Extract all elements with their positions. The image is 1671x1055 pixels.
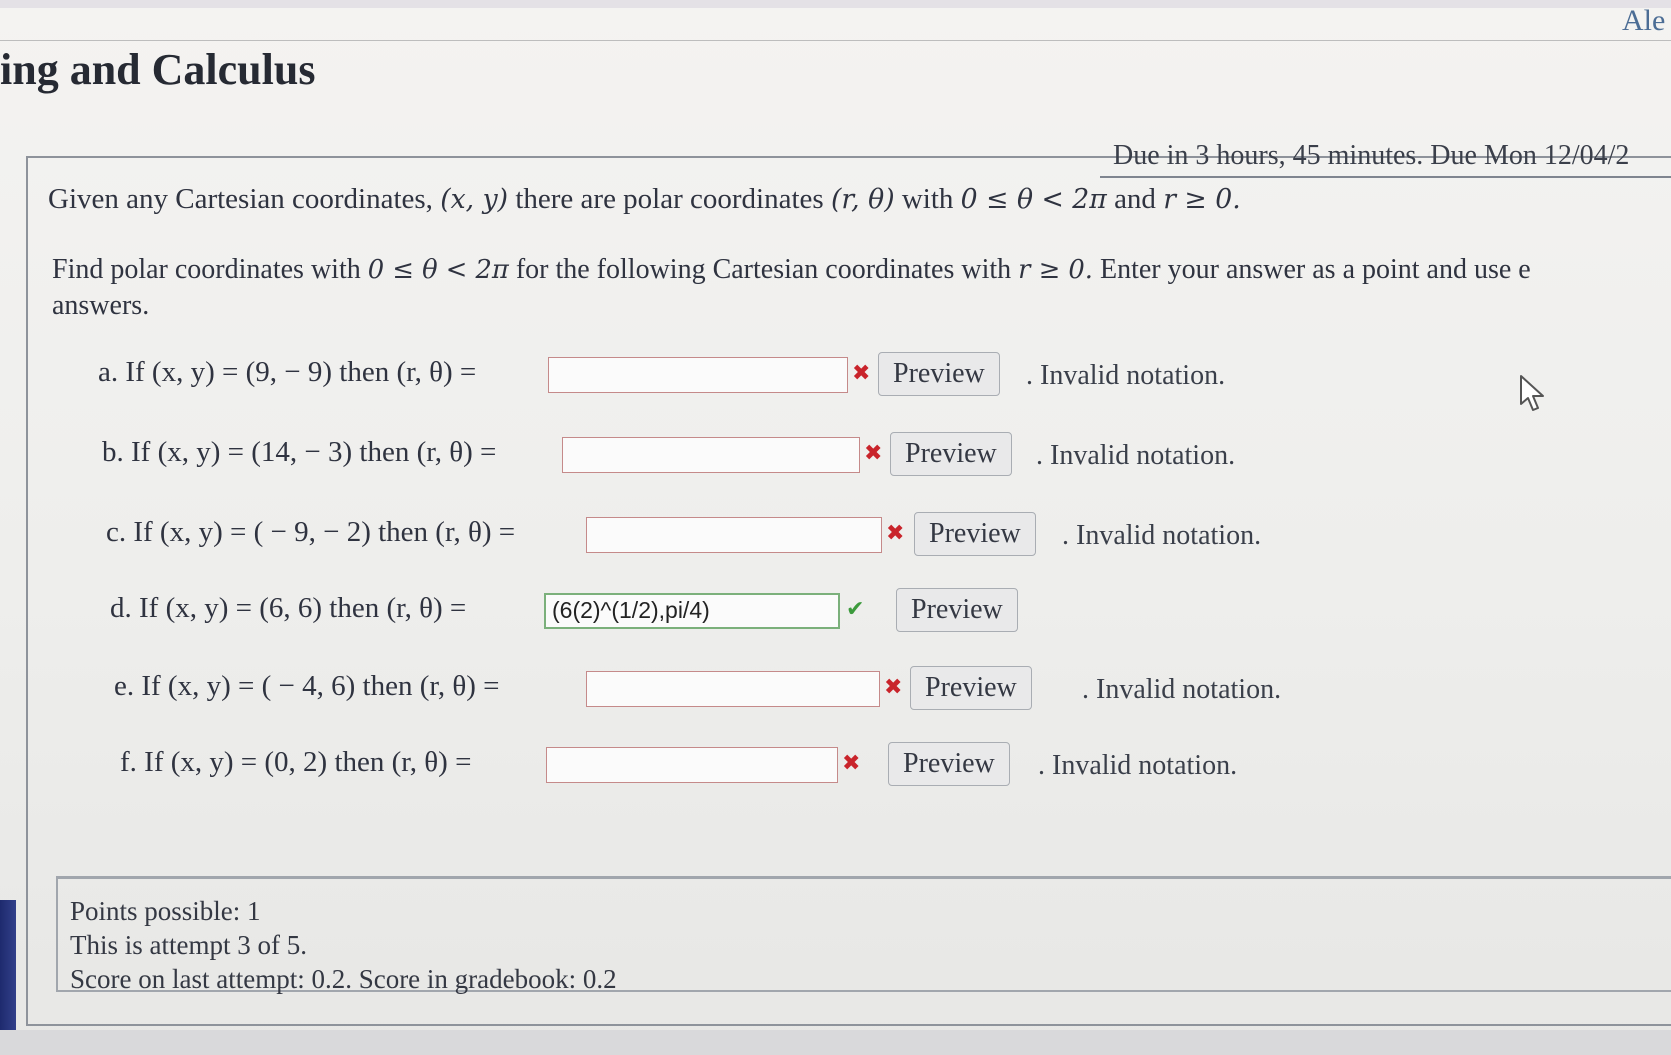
intro-rt: (r, θ): [830, 184, 895, 215]
part-e-answer-input[interactable]: [586, 671, 880, 707]
part-e-feedback: . Invalid notation.: [1082, 674, 1282, 705]
instr-tail: Enter your answer as a point and use e: [1099, 254, 1531, 285]
part-f-label: f. If (x, y) = (0, 2) then (r, θ) =: [120, 746, 472, 778]
score-summary: Score on last attempt: 0.2. Score in gradebook: 0.2: [70, 964, 617, 994]
intro-cond-theta: 0 ≤ θ < 2π: [960, 184, 1107, 215]
part-b-row: [102, 432, 1302, 478]
part-b-feedback: . Invalid notation.: [1036, 440, 1236, 471]
part-b-preview-button[interactable]: Preview: [890, 432, 1012, 476]
part-a-feedback: . Invalid notation.: [1026, 360, 1226, 391]
instr-cond: 0 ≤ θ < 2π: [367, 255, 509, 285]
part-a-preview-button[interactable]: Preview: [878, 352, 1000, 396]
part-e-preview-button[interactable]: Preview: [910, 666, 1032, 710]
part-c-feedback: . Invalid notation.: [1062, 520, 1262, 551]
x-mark-icon: ✖: [886, 521, 905, 546]
part-f-row: [120, 742, 1320, 788]
intro-xy: (x, y): [440, 184, 509, 215]
part-b-label: b. If (x, y) = (14, − 3) then (r, θ) =: [102, 436, 497, 468]
part-c-answer-input[interactable]: [586, 517, 882, 553]
points-possible: Points possible: 1: [70, 896, 261, 926]
left-edge-strip: [0, 900, 16, 1030]
part-e-label: e. If (x, y) = ( − 4, 6) then (r, θ) =: [114, 670, 500, 702]
x-mark-icon: ✖: [842, 751, 861, 776]
intro-prefix: Given any Cartesian coordinates,: [48, 183, 433, 215]
part-a-label: a. If (x, y) = (9, − 9) then (r, θ) =: [98, 356, 477, 388]
x-mark-icon: ✖: [852, 361, 871, 386]
intro-mid: there are polar coordinates: [515, 183, 824, 215]
intro-and: and: [1114, 183, 1156, 215]
part-f-feedback: . Invalid notation.: [1038, 750, 1238, 781]
part-d-preview-button[interactable]: Preview: [896, 588, 1018, 632]
intro-with: with: [901, 183, 954, 215]
check-mark-icon: ✔: [846, 597, 865, 622]
top-strip: [0, 0, 1671, 8]
instr-find: Find polar coordinates with: [52, 254, 361, 285]
bottom-strip: [0, 1030, 1671, 1055]
instructions-line-1: [52, 252, 1671, 288]
part-d-answer-input[interactable]: (6(2)^(1/2),pi/4): [544, 593, 840, 629]
course-title: ing and Calculus: [0, 45, 316, 94]
part-e-row: [114, 666, 1314, 712]
question-instructions: [52, 252, 1671, 324]
part-d-row: [110, 588, 1110, 634]
part-f-answer-input[interactable]: [546, 747, 838, 783]
part-d-label: d. If (x, y) = (6, 6) then (r, θ) =: [110, 592, 467, 624]
x-mark-icon: ✖: [864, 441, 883, 466]
part-a-answer-input[interactable]: [548, 357, 848, 393]
question-intro: [48, 183, 1241, 216]
part-a-row: [98, 352, 1298, 398]
instr-r: r ≥ 0.: [1018, 255, 1093, 285]
part-c-row: [106, 512, 1356, 558]
part-c-label: c. If (x, y) = ( − 9, − 2) then (r, θ) =: [106, 516, 516, 548]
due-divider: [1100, 176, 1671, 178]
header-divider: [0, 40, 1671, 41]
instr-mid: for the following Cartesian coordinates with: [515, 254, 1012, 285]
instructions-line-2: answers.: [52, 290, 150, 321]
part-f-preview-button[interactable]: Preview: [888, 742, 1010, 786]
part-c-preview-button[interactable]: Preview: [914, 512, 1036, 556]
user-name-link[interactable]: Ale: [1622, 4, 1666, 37]
due-date: Due in 3 hours, 45 minutes. Due Mon 12/04/2: [1113, 140, 1630, 171]
part-b-answer-input[interactable]: [562, 437, 860, 473]
mouse-cursor-icon: [1518, 374, 1548, 414]
x-mark-icon: ✖: [884, 675, 903, 700]
attempt-count: This is attempt 3 of 5.: [70, 930, 307, 960]
intro-cond-r: r ≥ 0.: [1163, 184, 1241, 215]
